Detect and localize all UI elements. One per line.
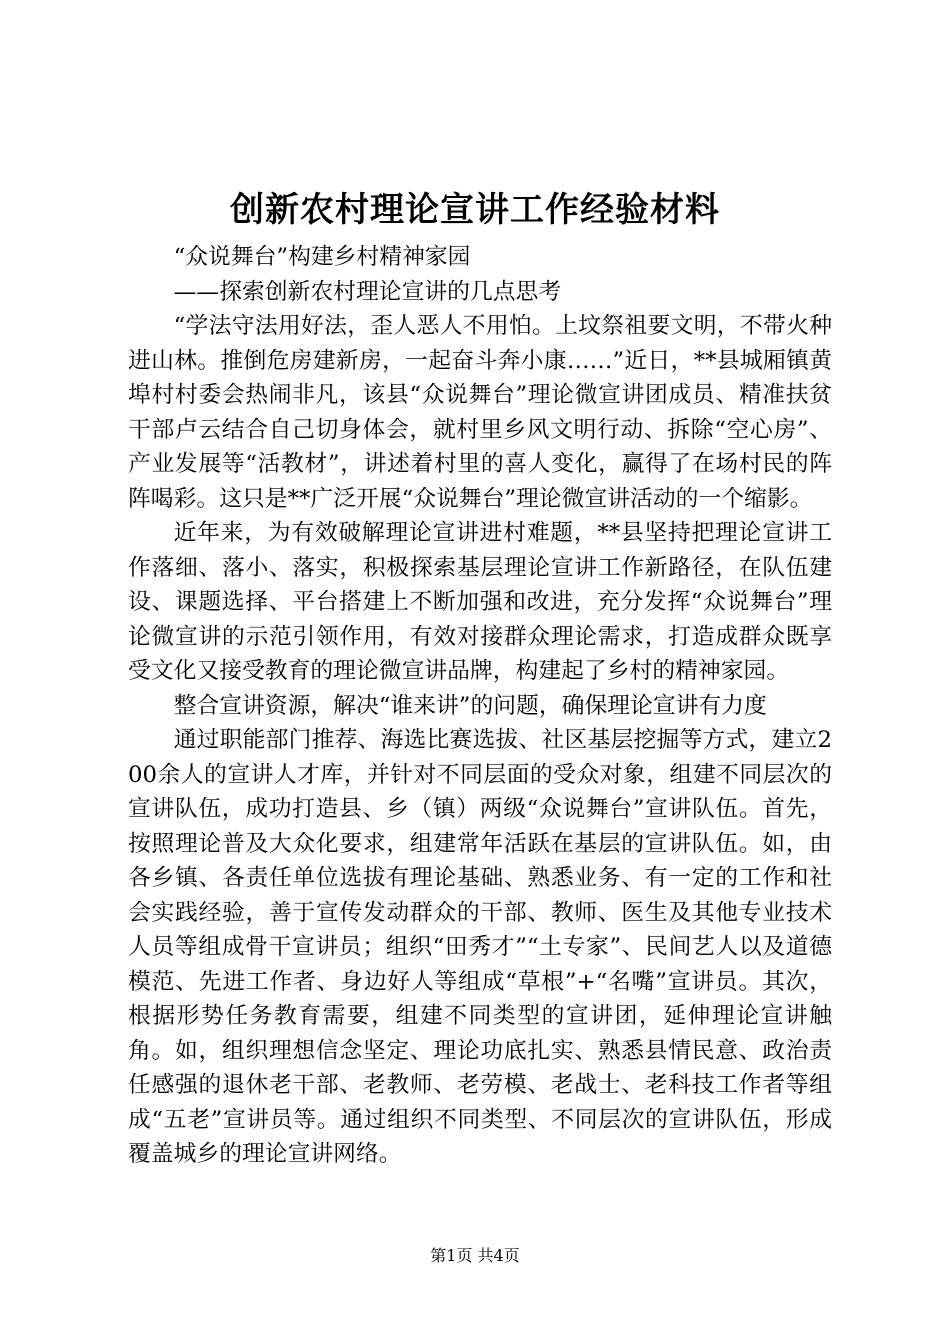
subtitle-line: ——探索创新农村理论宣讲的几点思考 [173,278,562,305]
subtitle-line: “众说舞台”构建乡村精神家园 [173,244,471,270]
body-paragraph: “学法守法用好法，歪人恶人不用怕。上坟祭祖要文明，不带火种进山林。推倒危房建新房，一起奋斗奔小康……”近日，**县城厢镇黄埠村村委会热闹非凡，该县“众说舞台”理论微宣讲团成员、精准扶贫干部卢云结合自己切身体会，就村里乡风文明行动、拆除“空心房”、产业发展等“活教材”，讲述着村里的喜人变化，赢得了在场村民的阵阵喝彩。这只是**广泛开展“众说舞台”理论微宣讲活动的一个缩影。 [128,313,832,512]
document-title: 创新农村理论宣讲工作经验材料 [230,190,720,230]
body-paragraph: 近年来，为有效破解理论宣讲进村难题，**县坚持把理论宣讲工作落细、落小、落实，积极探索基层理论宣讲工作新路径，在队伍建设、课题选择、平台搭建上不断加强和改进，充分发挥“众说舞台”理论微宣讲的示范引领作用，有效对接群众理论需求，打造成群众既享受文化又接受教育的理论微宣讲品牌，构建起了乡村的精神家园。 [128,520,832,684]
page-footer: 第1页 共4页 [430,1246,520,1265]
section-heading: 整合宣讲资源，解决“谁来讲”的问题，确保理论宣讲有力度 [173,692,767,719]
document-body [128,240,832,1172]
body-paragraph: 通过职能部门推荐、海选比赛选拔、社区基层挖掘等方式，建立200余人的宣讲人才库，并针对不同层面的受众对象，组建不同层次的宣讲队伍，成功打造县、乡（镇）两级“众说舞台”宣讲队伍。首先，按照理论普及大众化要求，组建常年活跃在基层的宣讲队伍。如，由各乡镇、各责任单位选拔有理论基础、熟悉业务、有一定的工作和社会实践经验，善于宣传发动群众的干部、教师、医生及其他专业技术人员等组成骨干宣讲员；组织“田秀才”“土专家”、民间艺人以及道德模范、先进工作者、身边好人等组成“草根”+“名嘴”宣讲员。其次，根据形势任务教育需要，组建不同类型的宣讲团，延伸理论宣讲触角。如，组织理想信念坚定、理论功底扎实、熟悉县情民意、政治责任感强的退休老干部、老教师、老劳模、老战士、老科技工作者等组成“五老”宣讲员等。通过组织不同类型、不同层次的宣讲队伍，形成覆盖城乡的理论宣讲网络。 [128,727,832,1167]
